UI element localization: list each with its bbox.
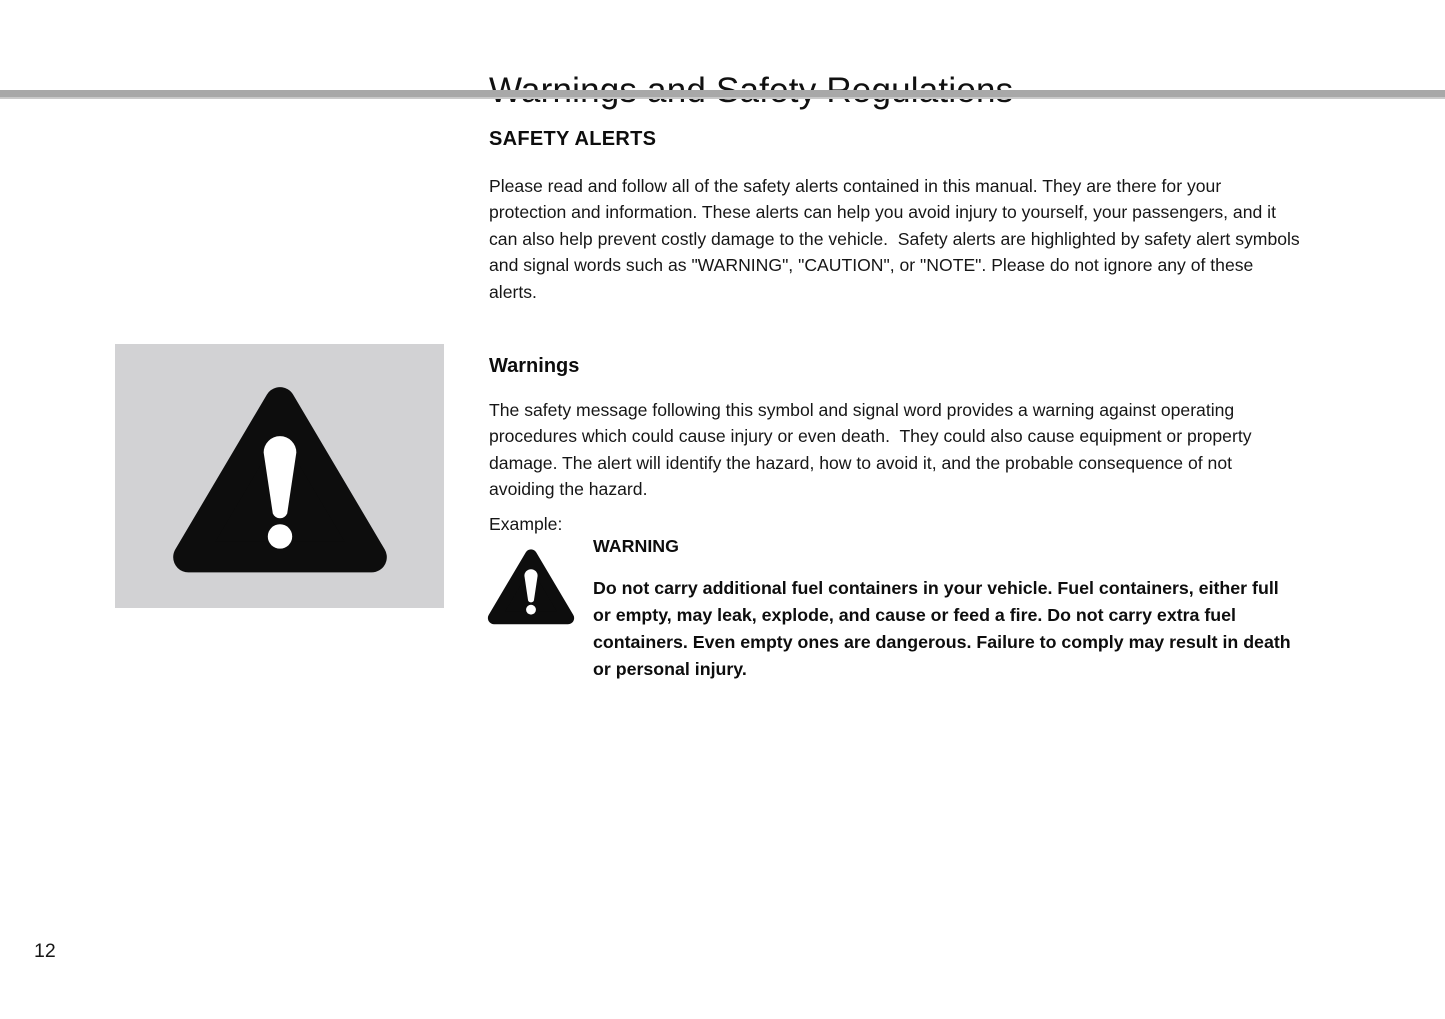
example-label: Example:	[489, 513, 563, 534]
warning-triangle-icon	[487, 544, 575, 627]
warnings-paragraph: The safety message following this symbol and signal word provides a warning against operating procedures which could cause injury or even death. They could also cause equipment or property damage. The alert will identify the hazard, how to avoid it, and the probable consequence of not avoiding the hazard.	[489, 399, 1257, 500]
title-divider-rule	[0, 90, 1445, 99]
warning-example-body: Do not carry additional fuel containers in your vehicle. Fuel containers, either full or empty, may leak, explode, and cause or feed a fire. Do not carry extra fuel containers. Even empty ones are dangerous. Failure to comply may result in death or personal injury.	[593, 577, 1296, 679]
safety-alerts-heading: SAFETY ALERTS	[489, 127, 657, 150]
warning-symbol-panel	[115, 344, 444, 608]
page-number: 12	[34, 940, 56, 962]
safety-alerts-paragraph: Please read and follow all of the safety alerts contained in this manual. They are there for your protection and information. These alerts can help you avoid injury to yourself, your passengers, and it can also help prevent costly damage to the vehicle. Safety alerts are highlighted by safety alert symbols and signal words such as "WARNING", "CAUTION", or "NOTE". Please do not ignore any of these alerts.	[489, 175, 1305, 302]
warnings-heading: Warnings	[489, 354, 580, 377]
warning-example-heading: WARNING	[593, 536, 679, 556]
warning-example-block	[593, 536, 1298, 701]
warning-triangle-icon	[171, 376, 389, 577]
